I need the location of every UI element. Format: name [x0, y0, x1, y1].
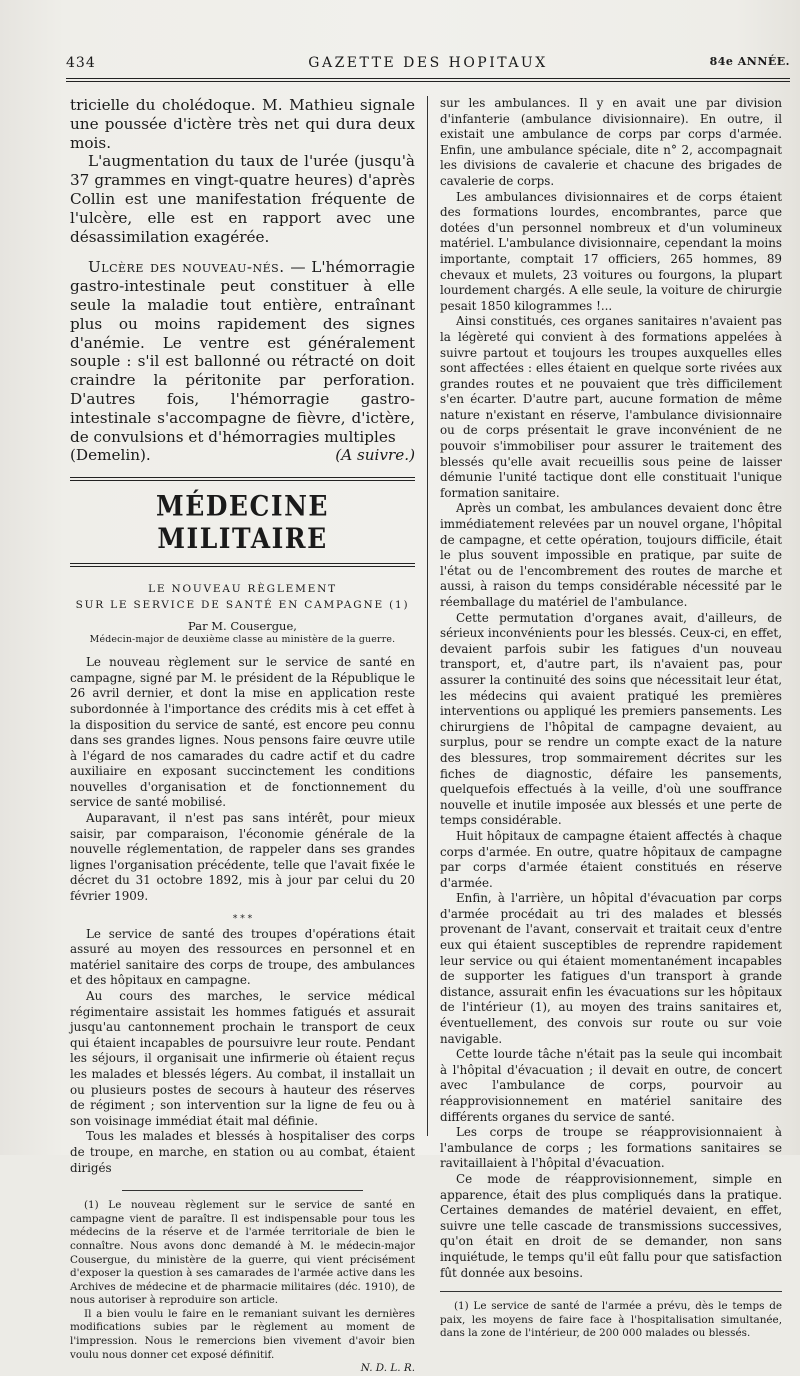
footnote-rule [122, 1190, 364, 1191]
footnote-text: Il a bien voulu le faire en le remaniant suivant les dernières modifications subies par le règlement au moment de l'impression. Nous le remercions bien vivement d'avoir bien voulu nous donner cet exposé définitif. [70, 1307, 415, 1361]
continuation-line: (Demelin). (A suivre.) [70, 446, 415, 465]
editor-signature: N. D. L. R. [360, 1362, 415, 1375]
to-be-continued: (A suivre.) [335, 446, 415, 465]
article-title: LE NOUVEAU RÈGLEMENT SUR LE SERVICE DE SANTÉ EN CAMPAGNE (1) [75, 583, 410, 612]
article-body-continued [440, 96, 782, 1281]
section-break: ⁎ ⁎ ⁎ [232, 910, 253, 921]
section-rule-bottom [70, 563, 415, 567]
author-affiliation: Médecin-major de deuxième classe au ministère de la guerre. [89, 634, 396, 646]
paragraph: Cette lourde tâche n'était pas la seule qui incombait à l'hôpital d'évacuation ; il devait en outre, de concert avec l'ambulance de corps, pourvoir au réapprovisionnement en matériel sanitaire des différents organes du service de santé. [440, 1047, 782, 1124]
header-rule-bottom [66, 81, 790, 82]
ulcer-text [70, 96, 415, 465]
section-rule-top [70, 477, 415, 481]
footnote [70, 1199, 415, 1376]
paragraph: tricielle du cholédoque. M. Mathieu signale une poussée d'ictère très net qui dura deux mois. [70, 96, 415, 152]
journal-title: GAZETTE DES HOPITAUX [308, 55, 548, 71]
section-title: MÉDECINE MILITAIRE [156, 489, 329, 555]
paragraph: L'augmentation du taux de l'urée (jusqu'à 37 grammes en vingt-quatre heures) d'après Collin est une manifestation fréquente de l'ulcère, elle est en rapport avec une désassimilation exagérée. [70, 152, 415, 246]
paragraph: Tous les malades et blessés à hospitaliser des corps de troupe, en marche, en station ou au combat, étaient dirigés [70, 1129, 415, 1175]
article-byline: Par M. Cousergue, [188, 619, 297, 634]
column-divider [427, 96, 428, 1136]
paragraph: Ainsi constitués, ces organes sanitaires n'avaient pas la légèreté qui convient à des formations appelées à suivre partout et toujours les troupes auxquelles elles sont affectées : elles étaient en quelque sorte rivées aux grandes routes et ne pouvaient que très difficilement s'en écarter. D'autre part, aucune formation de même nature n'existant en réserve, l'ambulance divisionnaire ou de corps présentait le grave inconvénient de ne pouvoir s'immobiliser pour assurer le traitement des blessés qu'elle avait recueillis sous peine de laisser démunie l'unité tactique dont elle constituait l'unique formation sanitaire. [440, 314, 782, 500]
year-label: 84e ANNÉE. [709, 55, 790, 68]
paragraph: Enfin, à l'arrière, un hôpital d'évacuation par corps d'armée procédait au tri des malades et blessés provenant de l'avant, conservait et traitait ceux d'entre eux qui étaient susceptibles de reprendre rapidement leur service ou qui étaient momentanément incapables de supporter les fatigues d'un transport à grande distance, assurait enfin les évacuations sur les hôpitaux de l'intérieur (1), au moyen des trains sanitaires et, éventuellement, des convois sur route ou sur voie navigable. [440, 891, 782, 1046]
footnote-signature-line [70, 1362, 415, 1376]
page-header [66, 55, 790, 77]
paragraph: Les ambulances divisionnaires et de corps étaient des formations lourdes, encombrantes, parce que dotées d'un personnel nombreux et d'un volumineux matériel. L'ambulance divisionnaire, cependant la moins importante, comptait 17 officiers, 265 hommes, 89 chevaux et mulets, 23 voitures ou fourgons, la plupart lourdement chargés. A elle seule, la voiture de chirurgie pesait 1850 kilogrammes !... [440, 189, 782, 313]
paragraph-newborn: Ulcère des nouveau-nés. — L'hémorragie gastro-intestinale peut constituer à elle seule la maladie tout entière, entraînant plus ou moins rapidement des signes d'anémie. Le ventre est généralement souple : s'il est ballonné ou rétracté on doit craindre la péritonite par perforation. D'autres fois, l'hémorragie gastro-intestinale s'accompagne de fièvre, d'ictère, de convulsions et d'hémorragies multiples [70, 258, 415, 446]
left-column [70, 96, 415, 1376]
paragraph: Cette permutation d'organes avait, d'ailleurs, de sérieux inconvénients pour les blessés. Ceux-ci, en effet, devaient parfois subir les fatigues d'un nouveau transport, et, d'autre part, ils n'avaient pas, pour assurer la continuité des soins que nécessitait leur état, les médecins qui avaient pratiqué les premières interventions ou appliqué les premiers pansements. Les chirurgiens de l'hôpital de campagne devaient, au surplus, pour se rendre un compte exact de la nature des blessures, trop sommairement décrites sur les fiches de diagnostic, défaire les pansements, quelquefois effectués à la veille, d'où une souffrance nouvelle et inutile imposée aux blessés et une perte de temps considérable. [440, 610, 782, 828]
paragraph: Après un combat, les ambulances devaient donc être immédiatement relevées par un nouvel organe, l'hôpital de campagne, et cette opération, toujours difficile, était le plus souvent impossible en pratique, par suite de l'état ou de l'encombrement des routes de marche et aussi, à raison du temps considérable nécessité par le réemballage du matériel de l'ambulance. [440, 501, 782, 609]
footnote-rule [440, 1291, 782, 1292]
paragraph: Le service de santé des troupes d'opérations était assuré au moyen des ressources en personnel et en matériel sanitaire des corps de troupe, des ambulances et des hôpitaux en campagne. [70, 926, 415, 988]
article-body [70, 655, 415, 1176]
paragraph: Huit hôpitaux de campagne étaient affectés à chaque corps d'armée. En outre, quatre hôpitaux de campagne par corps d'armée étaient constitués en réserve d'armée. [440, 828, 782, 890]
page-number: 434 [66, 55, 96, 71]
paragraph: Auparavant, il n'est pas sans intérêt, pour mieux saisir, par comparaison, l'économie générale de la nouvelle réglementation, de rappeler dans ses grandes lignes l'organisation précédente, telle que l'avait fixée le décret du 31 octobre 1892, mis à jour par celui du 20 février 1909. [70, 811, 415, 904]
header-rule-top [66, 78, 790, 79]
footnote [440, 1300, 782, 1341]
subheading: Ulcère des nouveau-nés. [88, 258, 285, 277]
paragraph: sur les ambulances. Il y en avait une par division d'infanterie (ambulance divisionnaire). En outre, il existait une ambulance de corps par corps d'armée. Enfin, une ambulance spéciale, dite n° 2, accompagnait les divisions de cavalerie et chacune des brigades de cavalerie de corps. [440, 96, 782, 188]
right-column [440, 96, 782, 1341]
paragraph: Au cours des marches, le service médical régimentaire assistait les hommes fatigués et assurait jusqu'au cantonnement prochain le transport de ceux qui étaient incapables de poursuivre leur route. Pendant les séjours, il organisait une infirmerie où étaient reçus les malades et blessés légers. Au combat, il installait un ou plusieurs postes de secours à hauteur des réserves de régiment ; son intervention sur la ligne de feu ou à son voisinage immédiat était mal définie. [70, 989, 415, 1128]
paragraph: Les corps de troupe se réapprovisionnaient à l'ambulance de corps ; les formations sanitaires se ravitaillaient à l'hôpital d'évacuation. [440, 1125, 782, 1171]
paragraph: Ce mode de réapprovisionnement, simple en apparence, était des plus compliqués dans la pratique. Certaines demandes de matériel devaient, en effet, suivre une telle cascade de transmissions successives, qu'on était en droit de se demander, non sans inquiétude, le temps qu'il eût fallu pour que satisfaction fût donnée aux besoins. [440, 1171, 782, 1280]
footnote-text: (1) Le nouveau règlement sur le service de santé en campagne vient de paraître. Il est indispensable pour tous les médecins de la réserve et de l'armée territoriale de bien le connaître. Nous avons donc demandé à M. le médecin-major Cousergue, du ministère de la guerre, qui vient précisément d'exposer la question à ses camarades de l'armée active dans les Archives de médecine et de pharmacie militaires (déc. 1910), de nous autoriser à reproduire son article. [70, 1199, 415, 1307]
footnote-text: (1) Le service de santé de l'armée a prévu, dès le temps de paix, les moyens de faire face à l'hospitalisation simultanée, dans la zone de l'intérieur, de 200 000 malades ou blessés. [440, 1300, 782, 1340]
paragraph: Le nouveau règlement sur le service de santé en campagne, signé par M. le président de la République le 26 avril dernier, et dont la mise en application reste subordonnée à l'importance des crédits mis à cet effet à la disposition du service de santé, est encore peu connu dans ses grandes lignes. Nous pensons faire œuvre utile à l'égard de nos camarades du cadre actif et du cadre auxiliaire en exposant succinctement les conditions nouvelles d'organisation et de fonctionnement du service de santé mobilisé. [70, 655, 415, 810]
